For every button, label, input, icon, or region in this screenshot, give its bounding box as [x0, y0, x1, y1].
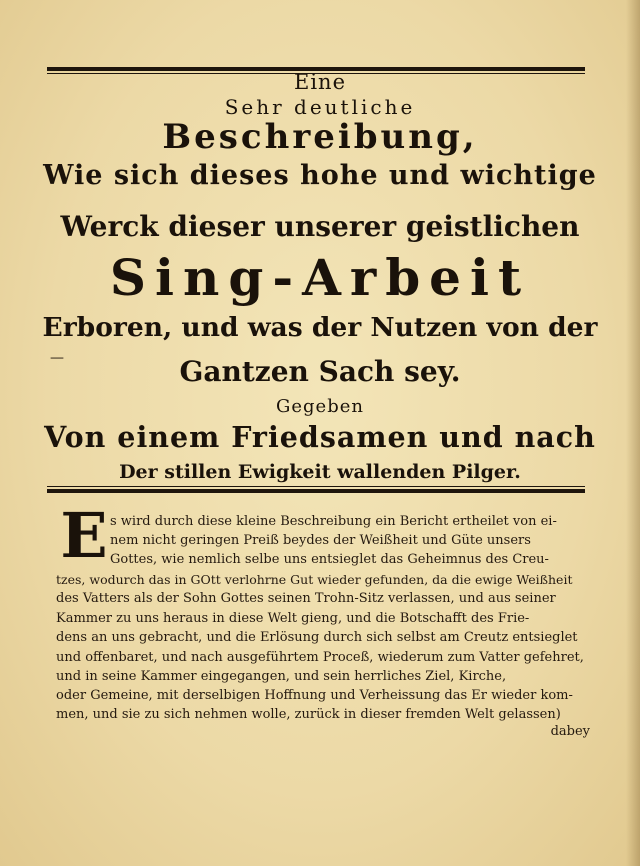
title-sing-arbeit: Sing-Arbeit — [109, 248, 531, 307]
title-pilger: Der stillen Ewigkeit wallenden Pilger. — [119, 461, 521, 483]
title-eine: Eine — [294, 70, 346, 94]
title-gegeben: Gegeben — [276, 396, 364, 417]
body-line: tzes, wodurch das in GOtt verlohrne Gut wieder gefunden, da die ewige Weißheit — [56, 572, 573, 587]
body-line: des Vatters als der Sohn Gottes seinen Trohn-Sitz verlassen, und aus seiner — [56, 591, 556, 606]
margin-mark: — — [50, 350, 64, 366]
body-line: oder Gemeine, mit derselbigen Hoffnung und Verheissung das Er wieder kom- — [56, 688, 573, 703]
title-beschreibung: Beschreibung, — [162, 117, 478, 157]
mid-rule-thin — [47, 486, 585, 487]
body-line: nem nicht geringen Preiß beydes der Weißheit und Güte unsers — [110, 533, 531, 548]
title-gantzen-sach: Gantzen Sach sey. — [179, 355, 461, 388]
title-werck: Werck dieser unserer geistlichen — [60, 210, 580, 243]
body-line: und offenbaret, und nach ausgeführtem Proceß, wiederum zum Vatter gefehret, — [56, 650, 584, 665]
title-sehr-deutliche: Sehr deutliche — [224, 95, 416, 119]
body-line: s wird durch diese kleine Beschreibung ein Bericht ertheilet von ei- — [110, 514, 557, 529]
body-line: men, und sie zu sich nehmen wolle, zurück in dieser fremden Welt gelassen) — [56, 707, 561, 722]
catchword: dabey — [550, 724, 590, 739]
page-edge-shadow — [626, 0, 640, 866]
title-von-einem: Von einem Friedsamen und nach — [44, 420, 596, 454]
body-line: dens an uns gebracht, und die Erlösung durch sich selbst am Creutz entsieglet — [56, 630, 578, 645]
title-wie-sich: Wie sich dieses hohe und wichtige — [43, 160, 597, 191]
title-erboren: Erboren, und was der Nutzen von der — [42, 312, 598, 343]
body-line: Kammer zu uns heraus in diese Welt gieng, und die Botschafft des Frie- — [56, 611, 530, 626]
body-line: Gottes, wie nemlich selbe uns entsieglet das Geheimnus des Creu- — [110, 552, 549, 567]
mid-rule-thick — [47, 489, 585, 493]
body-line: und in seine Kammer eingegangen, und sein herrliches Ziel, Kirche, — [56, 669, 507, 684]
drop-cap: E — [60, 499, 108, 572]
